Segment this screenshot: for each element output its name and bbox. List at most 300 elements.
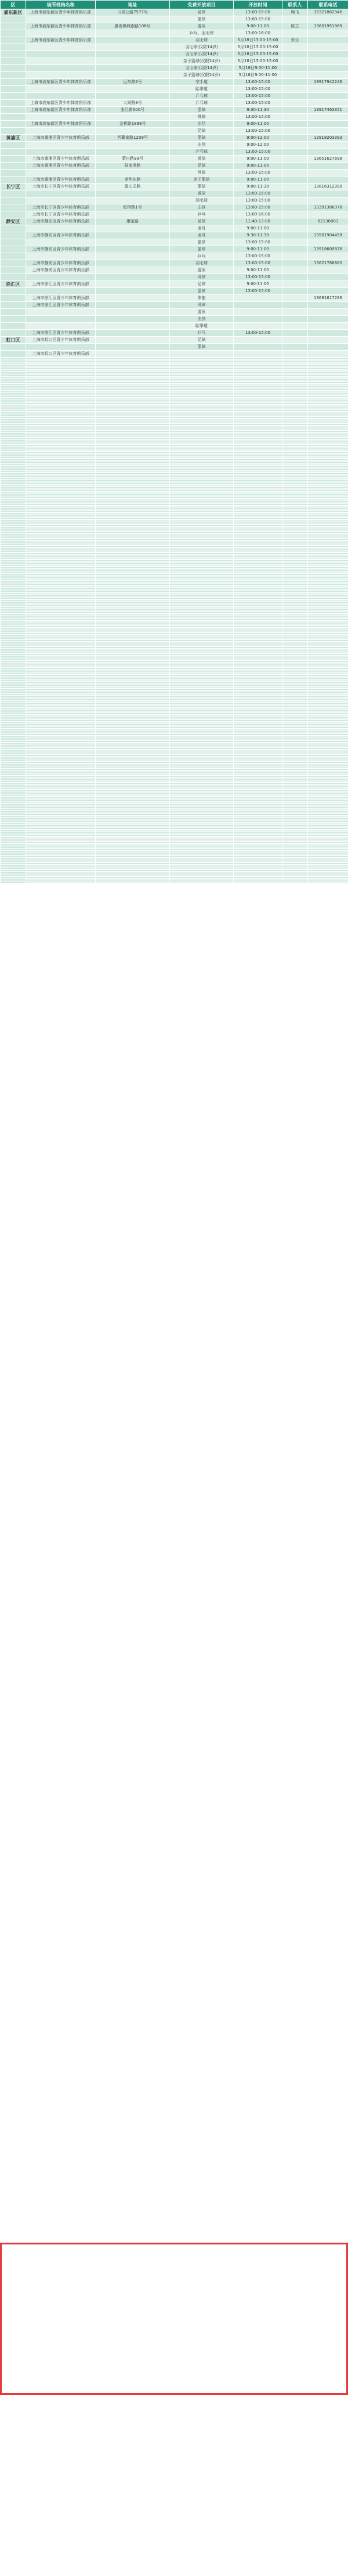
cell-phone xyxy=(308,51,348,58)
table-row xyxy=(1,107,348,114)
cell-item: 足球 xyxy=(170,163,234,170)
cell-phone xyxy=(308,253,348,260)
cell-venue: 上海市黄浦区青少年体育俱乐部 xyxy=(26,177,96,184)
cell-district xyxy=(1,44,26,51)
cell-venue xyxy=(26,170,96,177)
cell-phone xyxy=(308,302,348,309)
cell-item: 龙舟 xyxy=(170,232,234,239)
cell-item: 跆拳道 xyxy=(170,86,234,93)
cell-item: 篮球 xyxy=(170,246,234,253)
cell-contact xyxy=(282,72,308,79)
cell-item: 篮球 xyxy=(170,239,234,246)
cell-time: 13:00-15:00 xyxy=(234,170,282,177)
cell-venue: 上海市虹口区青少年体育俱乐部 xyxy=(26,351,96,358)
table-row xyxy=(1,37,348,44)
cell-district xyxy=(1,65,26,72)
table-body xyxy=(1,9,348,884)
cell-phone xyxy=(308,86,348,93)
cell-time: 9:30-11:30 xyxy=(234,232,282,239)
cell-time: 13:00-15:00 xyxy=(234,190,282,197)
cell-district: 浦东新区 xyxy=(1,9,26,16)
cell-district xyxy=(1,58,26,65)
table-row xyxy=(1,114,348,121)
table-row xyxy=(1,323,348,330)
cell-phone xyxy=(308,337,348,344)
cell-phone xyxy=(308,225,348,232)
cell-item: 击剑 xyxy=(170,316,234,323)
table-row xyxy=(1,170,348,177)
cell-district xyxy=(1,163,26,170)
cell-item: 足球 xyxy=(170,9,234,16)
cell-venue xyxy=(26,225,96,232)
cell-item: 乒乓、羽毛球 xyxy=(170,30,234,37)
cell-time xyxy=(234,316,282,323)
table-row xyxy=(1,16,348,23)
cell-address xyxy=(96,190,170,197)
cell-time: 9:00-11:00 xyxy=(234,156,282,163)
table-row xyxy=(1,72,348,79)
cell-item: 游泳 xyxy=(170,156,234,163)
cell-venue xyxy=(26,274,96,281)
cell-contact xyxy=(282,267,308,274)
cell-district xyxy=(1,121,26,128)
cell-contact xyxy=(282,114,308,121)
cell-venue xyxy=(26,190,96,197)
cell-time xyxy=(234,351,282,358)
cell-address xyxy=(96,58,170,65)
cell-phone xyxy=(308,149,348,156)
table-row xyxy=(1,337,348,344)
cell-item: 亲子篮球(仅限14岁) xyxy=(170,58,234,65)
cell-item: 龙舟 xyxy=(170,225,234,232)
cell-item: 游泳 xyxy=(170,309,234,316)
cell-venue: 上海市浦东新区青少年体育俱乐部 xyxy=(26,107,96,114)
cell-district xyxy=(1,93,26,100)
cell-address: 蒙自路99号 xyxy=(96,156,170,163)
cell-phone xyxy=(308,72,348,79)
cell-time xyxy=(234,882,282,884)
cell-item: 田径 xyxy=(170,121,234,128)
cell-contact xyxy=(282,281,308,288)
table-row xyxy=(1,302,348,309)
cell-phone xyxy=(308,288,348,295)
cell-district xyxy=(1,100,26,107)
cell-item: 游泳 xyxy=(170,23,234,30)
cell-item: 羽毛球(仅限14岁) xyxy=(170,44,234,51)
cell-phone xyxy=(308,190,348,197)
cell-contact xyxy=(282,156,308,163)
cell-phone xyxy=(308,330,348,337)
table-row xyxy=(1,9,348,16)
cell-contact xyxy=(282,218,308,225)
cell-venue: 上海市黄浦区青少年体育俱乐部 xyxy=(26,135,96,142)
cell-contact xyxy=(282,177,308,184)
cell-address xyxy=(96,16,170,23)
cell-venue: 上海市静安区青少年体育俱乐部 xyxy=(26,260,96,267)
cell-address xyxy=(96,44,170,51)
col-header-address: 地址 xyxy=(96,1,170,9)
cell-phone xyxy=(308,93,348,100)
cell-contact xyxy=(282,44,308,51)
table-row xyxy=(1,156,348,163)
cell-phone xyxy=(308,114,348,121)
cell-item: 网球 xyxy=(170,302,234,309)
cell-address xyxy=(96,142,170,149)
table-row xyxy=(1,79,348,86)
cell-address xyxy=(96,330,170,337)
cell-district xyxy=(1,295,26,302)
cell-district xyxy=(1,114,26,121)
cell-venue xyxy=(26,142,96,149)
cell-district xyxy=(1,239,26,246)
table-row xyxy=(1,142,348,149)
cell-venue xyxy=(26,72,96,79)
cell-contact xyxy=(282,253,308,260)
cell-district xyxy=(1,309,26,316)
cell-item: 足球 xyxy=(170,128,234,135)
cell-time: 9:00-12:00 xyxy=(234,142,282,149)
cell-district xyxy=(1,37,26,44)
cell-venue: 上海市长宁区青少年体育俱乐部 xyxy=(26,204,96,211)
cell-phone xyxy=(308,274,348,281)
table-row xyxy=(1,281,348,288)
table-row xyxy=(1,93,348,100)
cell-venue xyxy=(26,93,96,100)
cell-district xyxy=(1,246,26,253)
cell-address xyxy=(96,197,170,204)
cell-contact: 朱乐 xyxy=(282,37,308,44)
cell-time: 13:00-15:00 xyxy=(234,274,282,281)
cell-address xyxy=(96,316,170,323)
cell-address: 龙华东路 xyxy=(96,177,170,184)
cell-address xyxy=(96,211,170,218)
cell-district xyxy=(1,142,26,149)
cell-venue: 上海市静安区青少年体育俱乐部 xyxy=(26,267,96,274)
table-row xyxy=(1,351,348,358)
cell-address xyxy=(96,882,170,884)
cell-phone: 13901904458 xyxy=(308,232,348,239)
cell-venue xyxy=(26,51,96,58)
cell-venue: 上海市徐汇区青少年体育俱乐部 xyxy=(26,295,96,302)
table-row xyxy=(1,204,348,211)
table-row xyxy=(1,218,348,225)
cell-contact xyxy=(282,232,308,239)
cell-time: 13:00-16:00 xyxy=(234,211,282,218)
cell-district xyxy=(1,323,26,330)
cell-address xyxy=(96,281,170,288)
cell-item: 乒乓 xyxy=(170,253,234,260)
table-row xyxy=(1,316,348,323)
cell-district xyxy=(1,51,26,58)
cell-item: 篮球 xyxy=(170,135,234,142)
cell-time xyxy=(234,337,282,344)
cell-time: 13:00-15:00 xyxy=(234,288,282,295)
cell-district xyxy=(1,330,26,337)
cell-contact xyxy=(282,190,308,197)
cell-item: 羽毛球 xyxy=(170,37,234,44)
cell-time: 9:00-11:00 xyxy=(234,163,282,170)
cell-time: 5月18日13:00-15:00 xyxy=(234,37,282,44)
cell-contact xyxy=(282,302,308,309)
cell-address xyxy=(96,239,170,246)
cell-district xyxy=(1,170,26,177)
cell-time: 9:00-11:00 xyxy=(234,23,282,30)
cell-phone xyxy=(308,58,348,65)
cell-time: 13:00-15:00 xyxy=(234,204,282,211)
cell-district xyxy=(1,107,26,114)
table-row xyxy=(1,274,348,281)
cell-district xyxy=(1,23,26,30)
cell-phone xyxy=(308,16,348,23)
table-row xyxy=(1,309,348,316)
cell-district xyxy=(1,260,26,267)
cell-address xyxy=(96,225,170,232)
cell-phone: 13918203393 xyxy=(308,135,348,142)
cell-phone xyxy=(308,177,348,184)
cell-phone xyxy=(308,882,348,884)
cell-address xyxy=(96,351,170,358)
table-row xyxy=(1,260,348,267)
cell-time xyxy=(234,302,282,309)
cell-time: 11:40-13:00 xyxy=(234,218,282,225)
cell-venue xyxy=(26,316,96,323)
table-row xyxy=(1,225,348,232)
cell-phone xyxy=(308,197,348,204)
cell-venue: 上海市长宁区青少年体育俱乐部 xyxy=(26,184,96,190)
cell-district xyxy=(1,190,26,197)
cell-venue xyxy=(26,65,96,72)
venue-table xyxy=(0,0,348,884)
cell-time: 5月18日9:00-11:00 xyxy=(234,72,282,79)
cell-address: 虹桥路1号 xyxy=(96,204,170,211)
cell-contact xyxy=(282,337,308,344)
cell-phone: 13681617286 xyxy=(308,295,348,302)
cell-district xyxy=(1,149,26,156)
cell-address xyxy=(96,288,170,295)
cell-address: 金桥路1888号 xyxy=(96,121,170,128)
cell-address xyxy=(96,51,170,58)
cell-district xyxy=(1,16,26,23)
cell-district xyxy=(1,253,26,260)
cell-time: 13:00-15:00 xyxy=(234,128,282,135)
cell-time: 13:00-15:00 xyxy=(234,330,282,337)
cell-time: 9:00-11:00 xyxy=(234,225,282,232)
cell-contact xyxy=(282,274,308,281)
cell-venue: 上海市静安区青少年体育俱乐部 xyxy=(26,218,96,225)
cell-venue: 上海市静安区青少年体育俱乐部 xyxy=(26,246,96,253)
cell-time: 9:00-11:00 xyxy=(234,121,282,128)
cell-district xyxy=(1,86,26,93)
cell-contact xyxy=(282,211,308,218)
cell-contact xyxy=(282,197,308,204)
cell-phone xyxy=(308,121,348,128)
cell-address: 西藏南路1209号 xyxy=(96,135,170,142)
col-header-hours: 开放时间 xyxy=(234,1,282,9)
cell-time: 13:00-15:00 xyxy=(234,9,282,16)
cell-address xyxy=(96,93,170,100)
table-row xyxy=(1,232,348,239)
cell-time: 5月18日13:00-15:00 xyxy=(234,51,282,58)
table-row xyxy=(1,239,348,246)
cell-district xyxy=(1,351,26,358)
cell-contact xyxy=(282,225,308,232)
cell-item: 亲子篮球(仅限14岁) xyxy=(170,72,234,79)
cell-item: 篮球 xyxy=(170,288,234,295)
cell-item: 游泳 xyxy=(170,190,234,197)
cell-venue xyxy=(26,128,96,135)
cell-contact xyxy=(282,309,308,316)
table-row xyxy=(1,882,348,884)
cell-phone: 13917463351 xyxy=(308,107,348,114)
cell-item: 足球 xyxy=(170,281,234,288)
cell-contact xyxy=(282,65,308,72)
table-row xyxy=(1,330,348,337)
cell-venue: 上海市长宁区青少年体育俱乐部 xyxy=(26,211,96,218)
cell-time xyxy=(234,309,282,316)
cell-item: 网球 xyxy=(170,274,234,281)
cell-district xyxy=(1,225,26,232)
cell-venue xyxy=(26,44,96,51)
cell-address xyxy=(96,232,170,239)
table-row xyxy=(1,288,348,295)
cell-contact xyxy=(282,16,308,23)
cell-contact xyxy=(282,86,308,93)
cell-item: 空手道 xyxy=(170,79,234,86)
cell-phone: 13918600876 xyxy=(308,246,348,253)
col-header-free-open: 免费开放项目 xyxy=(170,1,234,9)
table-row xyxy=(1,100,348,107)
table-row xyxy=(1,344,348,351)
table-row xyxy=(1,86,348,93)
cell-time: 13:00-15:00 xyxy=(234,100,282,107)
cell-phone xyxy=(308,163,348,170)
cell-address xyxy=(96,267,170,274)
table-row xyxy=(1,44,348,51)
cell-time: 13:00-15:00 xyxy=(234,79,282,86)
cell-address xyxy=(96,246,170,253)
cell-venue: 上海市浦东新区青少年体育俱乐部 xyxy=(26,23,96,30)
cell-time: 13:00-15:00 xyxy=(234,253,282,260)
cell-venue: 上海市浦东新区青少年体育俱乐部 xyxy=(26,9,96,16)
cell-time: 9:00-11:00 xyxy=(234,246,282,253)
cell-contact xyxy=(282,93,308,100)
cell-contact xyxy=(282,79,308,86)
cell-address: 张江路500号 xyxy=(96,107,170,114)
col-header-venue: 场所机构名称 xyxy=(26,1,96,9)
cell-venue xyxy=(26,149,96,156)
cell-phone xyxy=(308,309,348,316)
col-header-district: 区 xyxy=(1,1,26,9)
cell-item: 乒乓球 xyxy=(170,100,234,107)
cell-phone xyxy=(308,351,348,358)
cell-contact xyxy=(282,100,308,107)
cell-address xyxy=(96,149,170,156)
cell-district xyxy=(1,156,26,163)
table-row xyxy=(1,30,348,37)
cell-contact xyxy=(282,30,308,37)
cell-phone xyxy=(308,65,348,72)
cell-venue xyxy=(26,197,96,204)
cell-phone: 13816312390 xyxy=(308,184,348,190)
cell-item: 羽毛球(仅限14岁) xyxy=(170,51,234,58)
cell-venue xyxy=(26,323,96,330)
cell-address xyxy=(96,65,170,72)
cell-phone xyxy=(308,323,348,330)
cell-district xyxy=(1,232,26,239)
cell-time: 13:00-15:00 xyxy=(234,93,282,100)
cell-time xyxy=(234,323,282,330)
cell-contact: 顾飞 xyxy=(282,9,308,16)
table-row xyxy=(1,190,348,197)
cell-address xyxy=(96,302,170,309)
cell-venue xyxy=(26,86,96,93)
cell-address xyxy=(96,72,170,79)
cell-contact xyxy=(282,170,308,177)
cell-contact xyxy=(282,246,308,253)
table-row xyxy=(1,58,348,65)
cell-address xyxy=(96,323,170,330)
cell-venue: 上海市浦东新区青少年体育俱乐部 xyxy=(26,100,96,107)
table-row xyxy=(1,23,348,30)
cell-item: 乒乓球 xyxy=(170,149,234,156)
cell-phone: 13621786660 xyxy=(308,260,348,267)
cell-contact xyxy=(282,351,308,358)
cell-contact xyxy=(282,135,308,142)
cell-venue: 上海市浦东新区青少年体育俱乐部 xyxy=(26,37,96,44)
cell-phone: 13601951969 xyxy=(308,23,348,30)
cell-item: 亲子篮球 xyxy=(170,177,234,184)
cell-address: 娄山关路 xyxy=(96,184,170,190)
cell-item: 羽毛球 xyxy=(170,260,234,267)
table-row xyxy=(1,184,348,190)
cell-venue xyxy=(26,30,96,37)
cell-phone xyxy=(308,211,348,218)
cell-item: 体能 xyxy=(170,295,234,302)
cell-time: 9:00-11:30 xyxy=(234,184,282,190)
cell-time: 9:00-11:00 xyxy=(234,281,282,288)
cell-venue: 上海市虹口区青少年体育俱乐部 xyxy=(26,337,96,344)
cell-item xyxy=(170,351,234,358)
cell-phone xyxy=(308,30,348,37)
cell-district xyxy=(1,72,26,79)
cell-address xyxy=(96,128,170,135)
cell-phone xyxy=(308,316,348,323)
cell-time: 5月18日9:00-11:00 xyxy=(234,65,282,72)
cell-time: 13:00-15:00 xyxy=(234,16,282,23)
cell-time: 13:00-15:00 xyxy=(234,114,282,121)
table-row xyxy=(1,267,348,274)
cell-venue xyxy=(26,253,96,260)
cell-phone: 18917942246 xyxy=(308,79,348,86)
cell-address xyxy=(96,37,170,44)
cell-address xyxy=(96,30,170,37)
cell-district xyxy=(1,197,26,204)
cell-item: 乒乓 xyxy=(170,330,234,337)
cell-time: 13:00-15:00 xyxy=(234,239,282,246)
cell-contact xyxy=(282,323,308,330)
cell-phone xyxy=(308,100,348,107)
cell-venue xyxy=(26,114,96,121)
cell-district xyxy=(1,211,26,218)
cell-district xyxy=(1,267,26,274)
table-row xyxy=(1,163,348,170)
cell-venue xyxy=(26,882,96,884)
cell-item: 跆拳道 xyxy=(170,323,234,330)
cell-phone: 62136001 xyxy=(308,218,348,225)
table-row xyxy=(1,149,348,156)
cell-phone xyxy=(308,344,348,351)
cell-address xyxy=(96,170,170,177)
